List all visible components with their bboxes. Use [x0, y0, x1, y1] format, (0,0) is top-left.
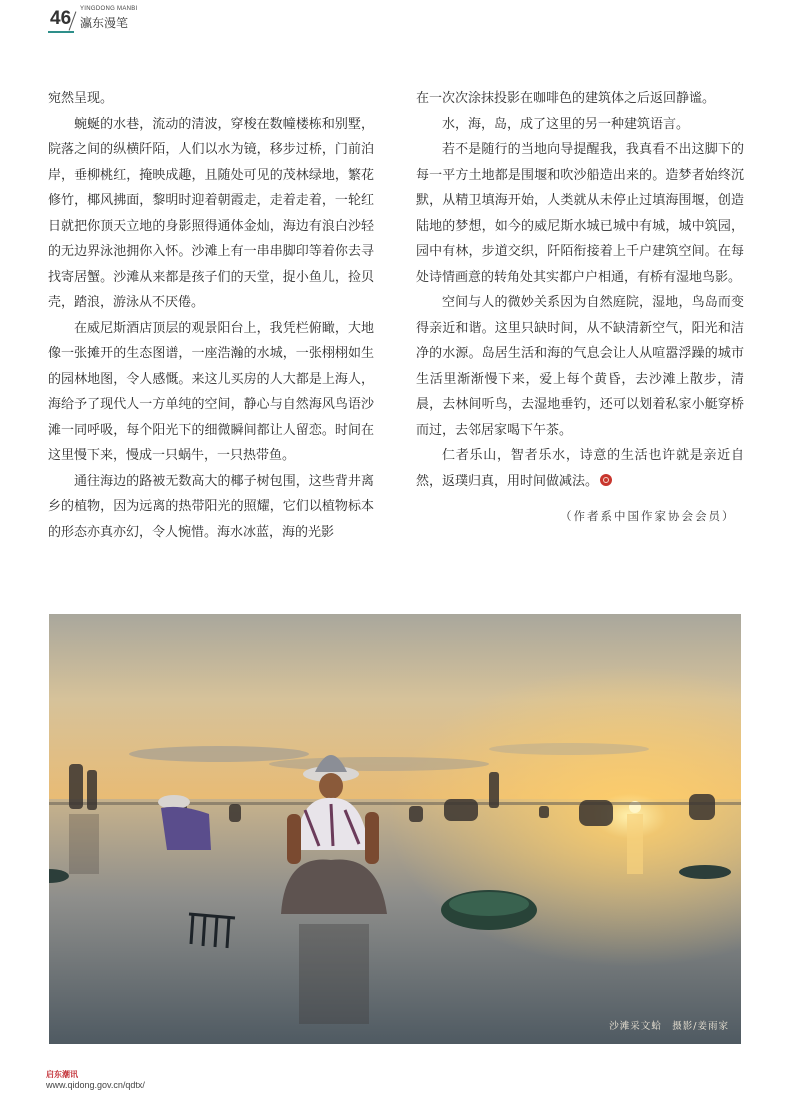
page-number: 46 [50, 8, 72, 29]
article-column-left [48, 86, 374, 545]
paragraph: 若不是随行的当地向导提醒我，我真看不出这脚下的每一平方土地都是围堰和吹沙船造出来的。造梦者始终沉默，从精卫填海开始，人类就从未停止过填海围堰，创造陆地的梦想，如今的威尼斯水城已城中有城，城中筑园，园中有林，步道交织，阡陌衔接着上千户建筑空间。在每处诗情画意的转角处其实都户户相通，有桥有湿地鸟影。 [416, 142, 744, 285]
section-title-en: YINGDONG MANBI [80, 6, 138, 12]
paragraph: 在一次次涂抹投影在咖啡色的建筑体之后返回静谧。 [416, 91, 716, 106]
author-signoff: （作者系中国作家协会会员） [560, 509, 736, 523]
paragraph-final [416, 443, 744, 494]
paragraph: 空间与人的微妙关系因为自然庭院，湿地，鸟岛而变得亲近和谐。这里只缺时间，从不缺清新空气，阳光和洁净的水源。岛居生活和海的气息会让人从喧嚣浮躁的城市生活里渐渐慢下来，爱上每个黄昏，去沙滩上散步，清晨，去林间听鸟，去湿地垂钓，还可以划着私家小艇穿桥而过，去邻居家喝下午茶。 [416, 295, 744, 438]
end-mark-icon [600, 474, 612, 486]
paragraph: 水，海，岛，成了这里的另一种建筑语言。 [442, 116, 690, 132]
article-column-right [416, 86, 744, 494]
beach-photo [49, 614, 741, 1044]
footer-url[interactable]: www.qidong.gov.cn/qdtx/ [46, 1080, 145, 1090]
paragraph: 宛然呈现。 [48, 91, 114, 106]
final-text: 仁者乐山，智者乐水，诗意的生活也许就是亲近自然，返璞归真，用时间做减法。 [416, 448, 744, 489]
paragraph: 蜿蜒的水巷，流动的清波，穿梭在数幢楼栋和别墅，院落之间的纵横阡陌，人们以水为镜，移步过桥，门前泊岸，垂柳桃红，掩映成趣，且随处可见的茂林绿地，繁花修竹，椰风拂面，黎明时迎着朝霞走，走着走着，一轮红日就把你顶天立地的身影照得通体金灿，海边有浪白沙轻的无边界泳池拥你入怀。沙滩上有一串串脚印等着你去寻找寄居蟹。沙滩从来都是孩子们的天堂，捉小鱼儿，捡贝壳，踏浪，游泳从不厌倦。 [48, 116, 374, 310]
footer-brand: 启东潮讯 [46, 1070, 78, 1079]
paragraph: 通往海边的路被无数高大的椰子树包围，这些背井离乡的植物，因为远离的热带阳光的照耀，它们以植物标本的形态亦真亦幻，令人惋惜。海水冰蓝，海的光影 [48, 473, 374, 540]
header-accent-rule [48, 31, 74, 33]
section-title-cn: 瀛东漫笔 [80, 16, 129, 30]
photo-caption: 沙滩采文蛤 摄影/姜雨家 [609, 1021, 729, 1032]
beach-photo-illustration [49, 614, 741, 1044]
paragraph: 在威尼斯酒店顶层的观景阳台上，我凭栏俯瞰，大地像一张摊开的生态图谱，一座浩瀚的水城，一张栩栩如生的园林地图，令人感慨。来这儿买房的人大都是上海人，海给予了现代人一方单纯的空间，静心与自然海风鸟语沙滩一同呼吸，每个阳光下的细微瞬间都让人留恋。时间在这里慢下来，慢成一只蜗牛，一只热带鱼。 [48, 320, 374, 463]
